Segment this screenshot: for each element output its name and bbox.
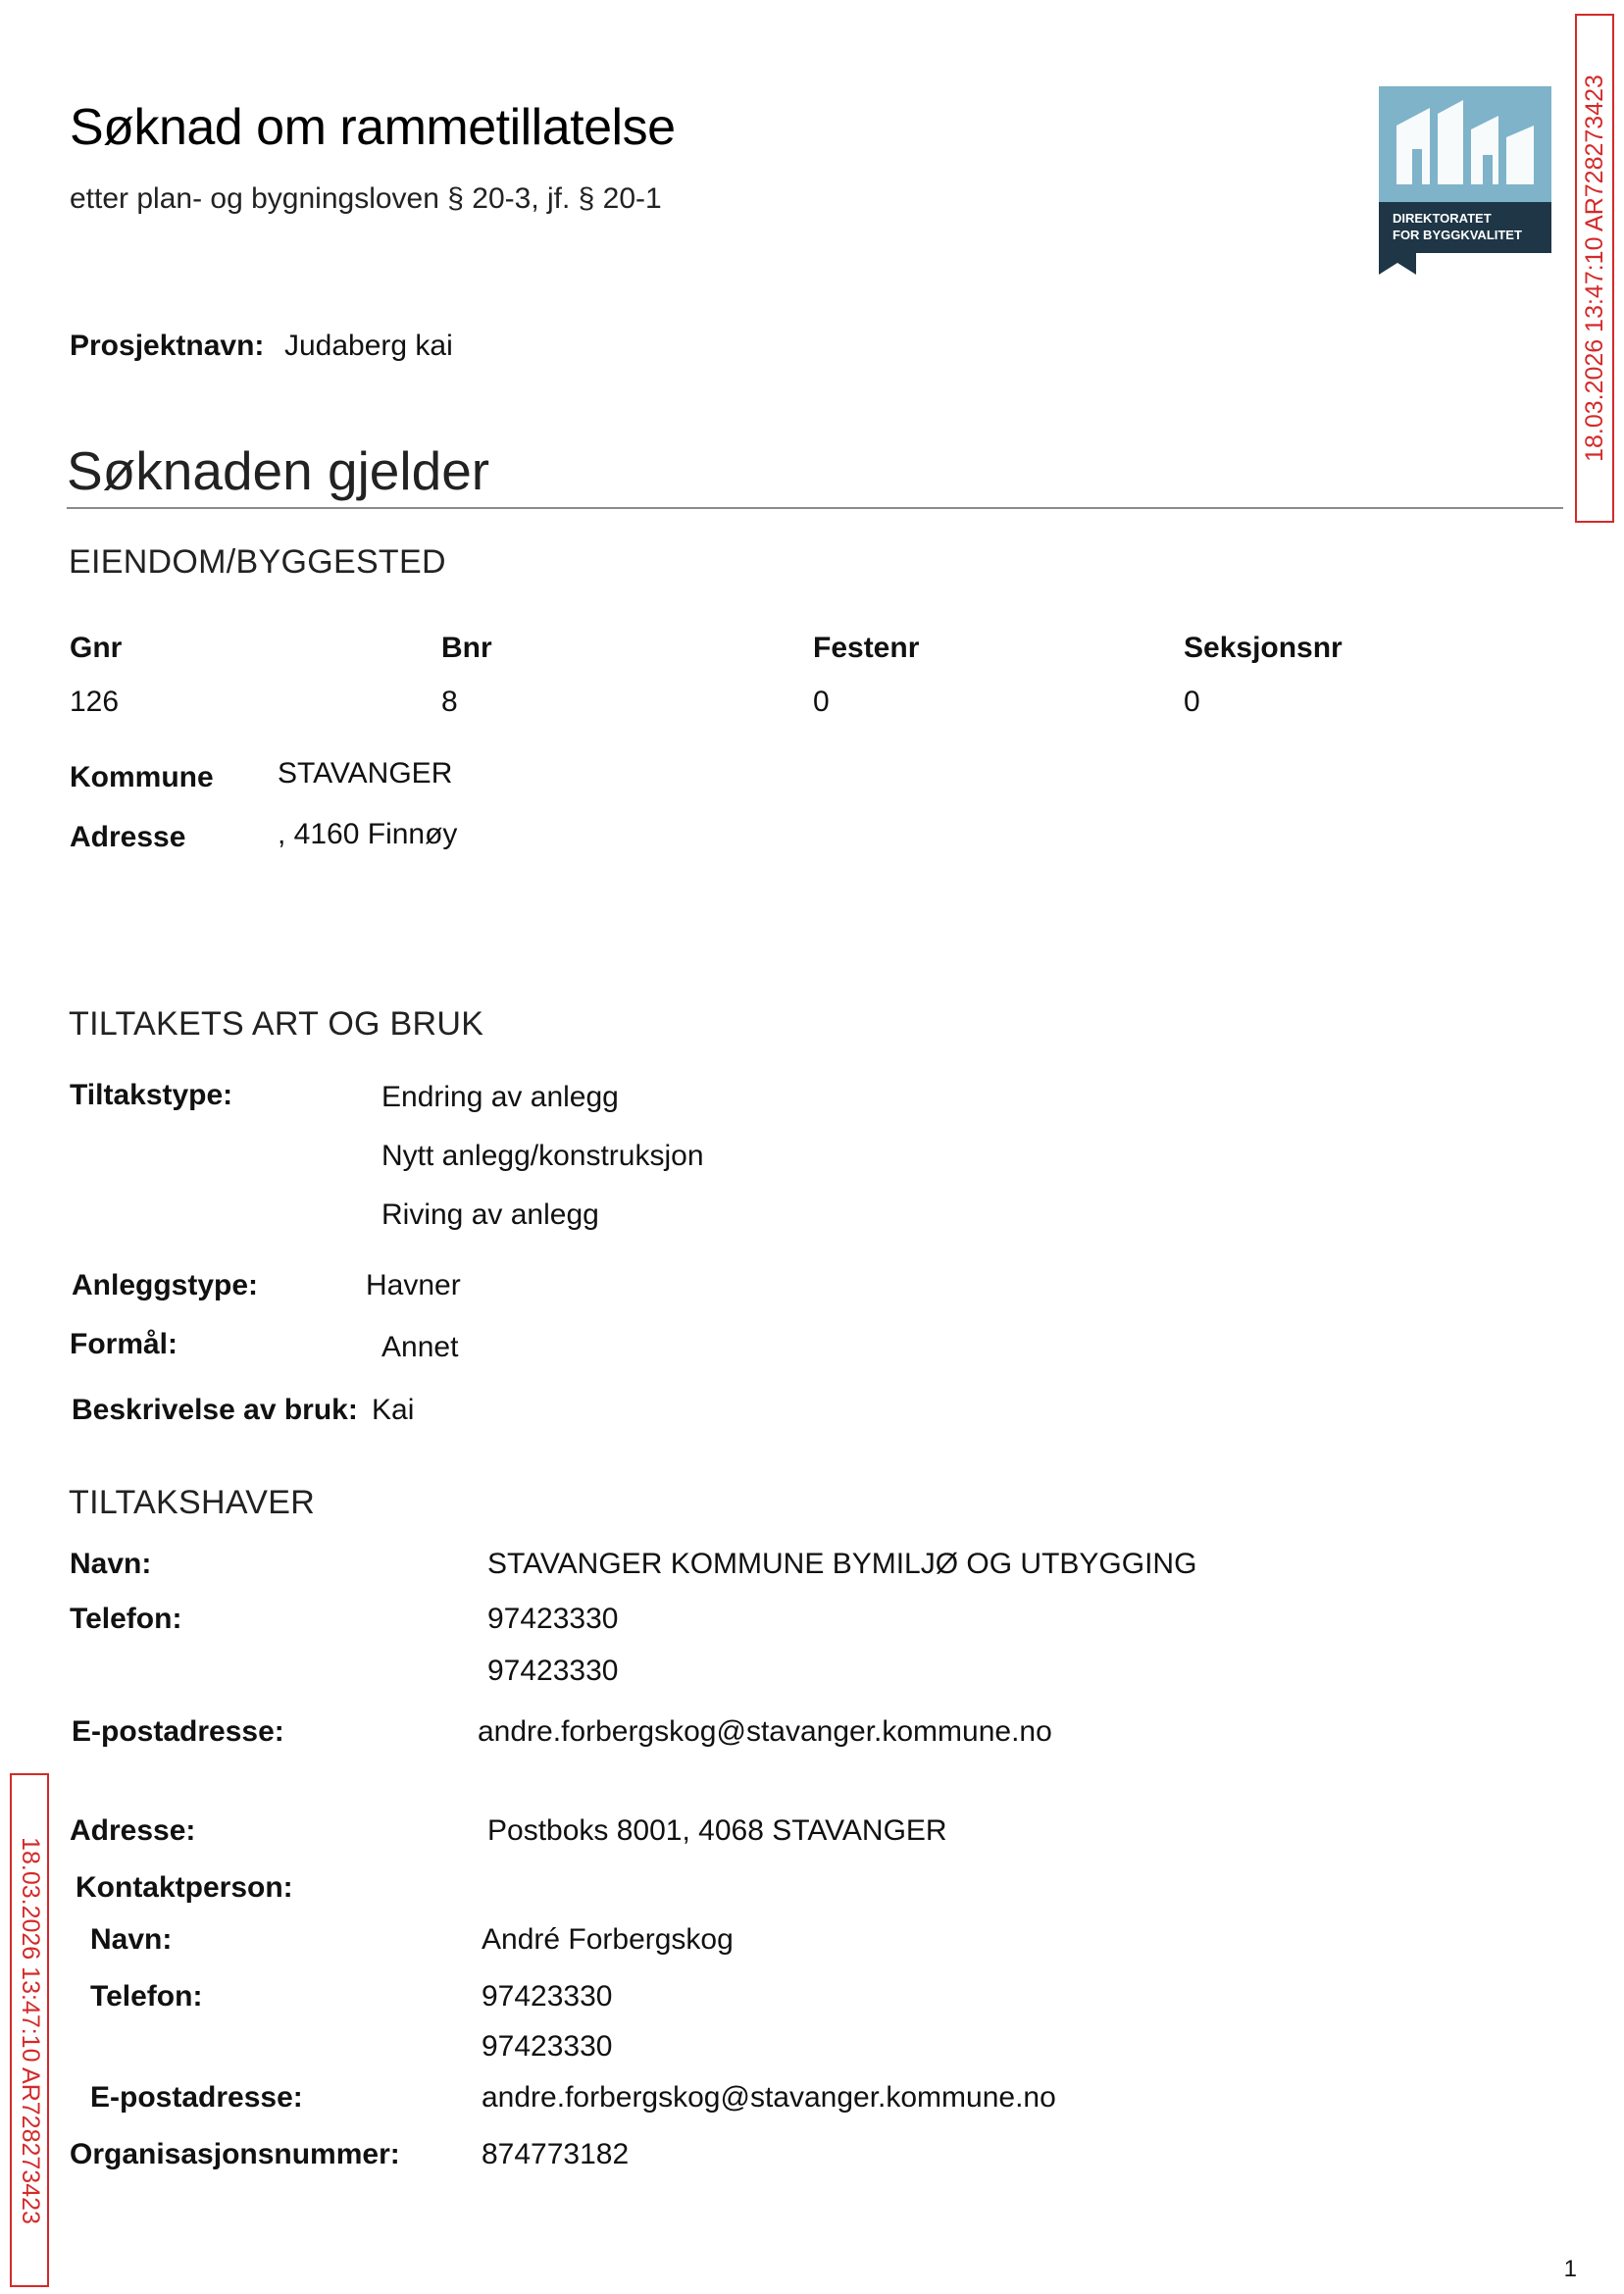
kontakt-telefon-value: 97423330 bbox=[482, 2030, 613, 2063]
kontakt-epost-label: E-postadresse: bbox=[90, 2081, 303, 2114]
project-name-label: Prosjektnavn: bbox=[70, 330, 265, 362]
kommune-value: STAVANGER bbox=[278, 757, 453, 790]
project-name-value: Judaberg kai bbox=[284, 330, 453, 362]
formal-value: Annet bbox=[381, 1331, 459, 1363]
tiltakshaver-epost-label: E-postadresse: bbox=[72, 1715, 284, 1748]
tiltakshaver-telefon-value: 97423330 bbox=[487, 1603, 619, 1635]
adresse-value: , 4160 Finnøy bbox=[278, 818, 458, 850]
kontakt-navn-label: Navn: bbox=[90, 1923, 173, 1956]
dibk-logo-icon bbox=[1379, 86, 1551, 275]
logo-line2: FOR BYGGKVALITET bbox=[1393, 228, 1522, 242]
bnr-value: 8 bbox=[441, 686, 458, 718]
bnr-label: Bnr bbox=[441, 632, 492, 664]
tiltakshaver-epost-value: andre.forbergskog@stavanger.kommune.no bbox=[478, 1715, 1052, 1748]
dibk-logo bbox=[1379, 86, 1551, 275]
tiltakstype-label: Tiltakstype: bbox=[70, 1079, 233, 1111]
tiltakshaver-navn-value: STAVANGER KOMMUNE BYMILJØ OG UTBYGGING bbox=[487, 1548, 1197, 1580]
gnr-value: 126 bbox=[70, 686, 120, 718]
logo-line1: DIREKTORATET bbox=[1393, 211, 1492, 226]
kontakt-telefon-label: Telefon: bbox=[90, 1980, 203, 2013]
tiltakstype-item: Endring av anlegg bbox=[381, 1081, 619, 1113]
section-title: Søknaden gjelder bbox=[67, 440, 490, 501]
anleggstype-value: Havner bbox=[366, 1269, 461, 1301]
kontakt-telefon-value: 97423330 bbox=[482, 1980, 613, 2013]
kontaktperson-label: Kontaktperson: bbox=[76, 1871, 293, 1904]
tiltakshaver-navn-label: Navn: bbox=[70, 1548, 152, 1580]
gnr-label: Gnr bbox=[70, 632, 123, 664]
anleggstype-label: Anleggstype: bbox=[72, 1269, 259, 1301]
tiltakshaver-telefon-value: 97423330 bbox=[487, 1655, 619, 1687]
kommune-label: Kommune bbox=[70, 761, 214, 793]
receipt-stamp-left bbox=[10, 1773, 49, 2287]
tiltakshaver-adresse-label: Adresse: bbox=[70, 1814, 196, 1847]
seksjonsnr-value: 0 bbox=[1184, 686, 1200, 718]
document-title: Søknad om rammetillatelse bbox=[70, 99, 676, 156]
org-number-label: Organisasjonsnummer: bbox=[70, 2138, 400, 2170]
org-number-value: 874773182 bbox=[482, 2138, 630, 2170]
kontakt-epost-value: andre.forbergskog@stavanger.kommune.no bbox=[482, 2081, 1056, 2114]
tiltakshaver-telefon-label: Telefon: bbox=[70, 1603, 182, 1635]
tiltakshaver-adresse-value: Postboks 8001, 4068 STAVANGER bbox=[487, 1814, 947, 1847]
kontakt-navn-value: André Forbergskog bbox=[482, 1923, 734, 1956]
adresse-label: Adresse bbox=[70, 821, 186, 853]
formal-label: Formål: bbox=[70, 1328, 178, 1360]
page-number: 1 bbox=[1563, 2256, 1577, 2282]
festenr-label: Festenr bbox=[813, 632, 920, 664]
section-divider bbox=[67, 507, 1563, 509]
stamp-text-top: 18.03.2026 13:47:10 AR728273423 bbox=[1580, 75, 1608, 462]
tiltakstype-item: Riving av anlegg bbox=[381, 1198, 599, 1231]
eiendom-heading: EIENDOM/BYGGESTED bbox=[69, 543, 446, 581]
tiltakshaver-heading: TILTAKSHAVER bbox=[69, 1484, 316, 1521]
seksjonsnr-label: Seksjonsnr bbox=[1184, 632, 1343, 664]
receipt-stamp-top bbox=[1575, 14, 1614, 523]
tiltakstype-item: Nytt anlegg/konstruksjon bbox=[381, 1140, 704, 1172]
bruk-label: Beskrivelse av bruk: bbox=[72, 1394, 358, 1426]
tiltak-heading: TILTAKETS ART OG BRUK bbox=[69, 1005, 484, 1043]
document-subtitle: etter plan- og bygningsloven § 20-3, jf. § 20-1 bbox=[70, 182, 662, 215]
festenr-value: 0 bbox=[813, 686, 830, 718]
stamp-text-left: 18.03.2026 13:47:10 AR728273423 bbox=[16, 1836, 44, 2224]
bruk-value: Kai bbox=[372, 1394, 415, 1426]
